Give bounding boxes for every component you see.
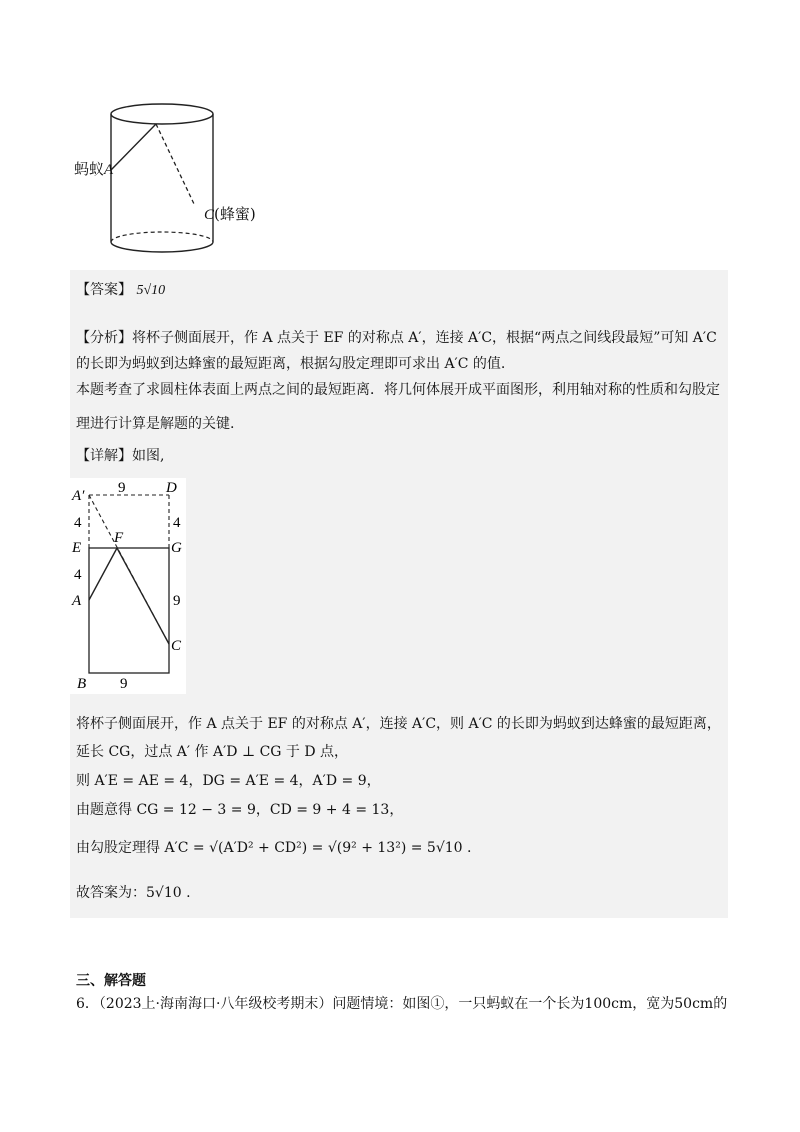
cylinder-bottom-front	[111, 242, 213, 252]
question-6: 6．（2023上·海南海口·八年级校考期末）问题情境：如图①，一只蚂蚁在一个长为100cm，宽为50cm的	[76, 996, 728, 1012]
label-c: C	[171, 638, 182, 654]
segment-f-c	[117, 548, 169, 644]
label-e: E	[72, 540, 82, 556]
ant-label: 蚂蚁A	[74, 160, 114, 178]
analysis-line-4: 理进行计算是解题的关键.	[76, 416, 235, 432]
answer-value: 5√10	[136, 283, 166, 298]
analysis-line-2: 的长即为蚂蚁到达蜂蜜的最短距离，根据勾股定理即可求出 A′C 的值.	[76, 356, 506, 372]
answer-tag: 【答案】	[76, 282, 132, 298]
cylinder-top-rim	[111, 104, 213, 124]
cylinder-bottom-back	[111, 232, 213, 242]
detail-line-6: 故答案为：5√10 .	[76, 885, 191, 901]
detail-intro: 【详解】如图,	[76, 448, 165, 464]
unrolled-figure	[70, 478, 186, 694]
answer-line	[76, 280, 165, 301]
section-title: 三、解答题	[76, 973, 146, 989]
analysis-line-3: 本题考查了求圆柱体表面上两点之间的最短距离．将几何体展开成平面图形，利用轴对称的性质和勾股定	[76, 382, 720, 398]
label-d: D	[166, 480, 177, 496]
detail-tag: 【详解】	[76, 448, 132, 464]
bee-label: C(蜂蜜)	[204, 205, 256, 223]
detail-line-4: 由题意得 CG = 12 − 3 = 9，CD = 9 + 4 = 13，	[76, 802, 404, 818]
analysis-tag: 【分析】	[76, 330, 132, 346]
detail-line-3: 则 A′E = AE = 4，DG = A′E = 4，A′D = 9，	[76, 773, 381, 789]
detail-line-2: 延长 CG，过点 A′ 作 A′D ⊥ CG 于 D 点，	[76, 744, 349, 760]
label-g: G	[171, 540, 182, 556]
segment-a-f	[89, 548, 117, 600]
ant-path-dashed	[156, 124, 195, 206]
label-left-lower: 4	[74, 567, 82, 583]
analysis-line-1: 【分析】将杯子侧面展开，作 A 点关于 EF 的对称点 A′，连接 A′C，根据“两点之间线段最短”可知 A′C	[76, 330, 717, 346]
label-a-prime: A′	[72, 488, 85, 504]
label-left-upper: 4	[74, 515, 82, 531]
label-top-len: 9	[118, 480, 126, 496]
label-f: F	[114, 530, 124, 546]
cylinder-figure	[70, 92, 300, 272]
detail-line-5: 由勾股定理得 A′C = √(A′D² + CD²) = √(9² + 13²) = 5√10 .	[76, 840, 472, 856]
label-b: B	[77, 676, 87, 692]
rectangle-body	[89, 548, 169, 673]
label-bottom-len: 9	[120, 676, 128, 692]
ant-path-solid	[111, 124, 156, 170]
label-right-upper: 4	[173, 515, 181, 531]
label-a: A	[72, 593, 82, 609]
detail-line-1: 将杯子侧面展开，作 A 点关于 EF 的对称点 A′，连接 A′C，则 A′C 的长即为蚂蚁到达蜂蜜的最短距离，	[76, 716, 721, 732]
label-right-lower: 9	[173, 593, 181, 609]
